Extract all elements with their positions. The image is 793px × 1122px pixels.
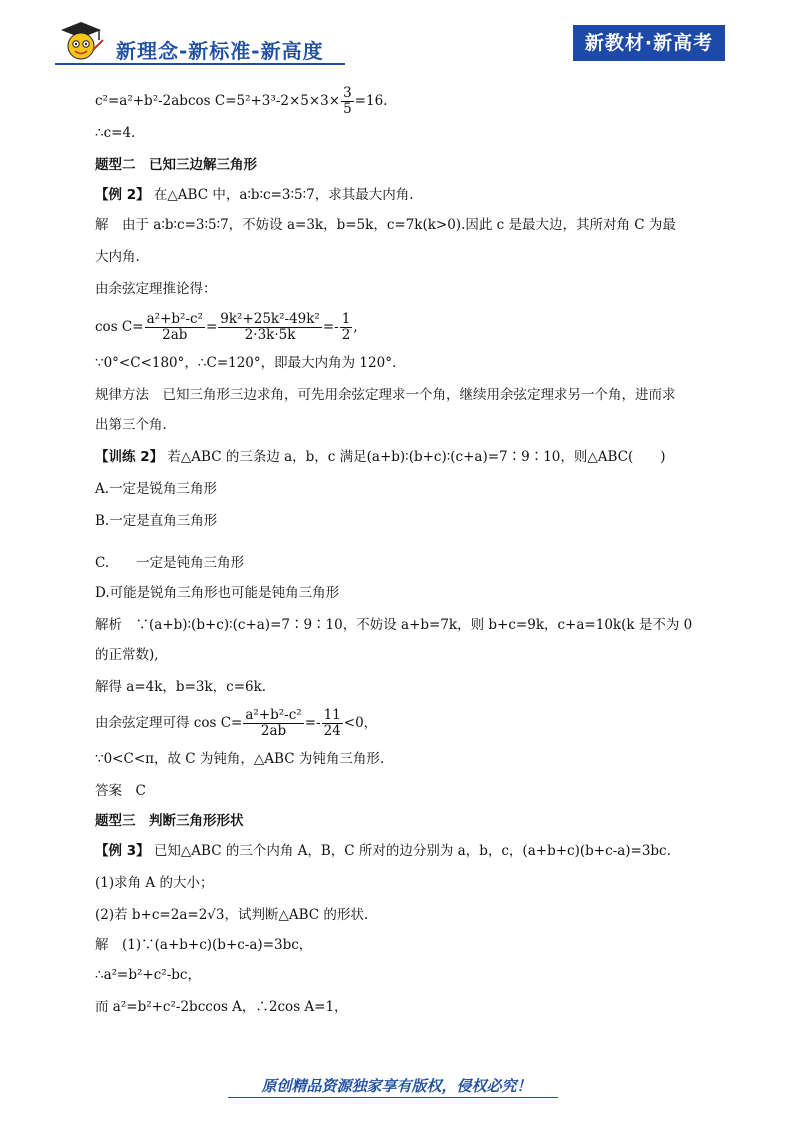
solution-2-line-2: 大内角. [95, 249, 140, 265]
equation-text: 由余弦定理可得 cos C= [95, 715, 243, 731]
equation-text: cos C= [95, 319, 144, 335]
option-a: A.一定是锐角三角形 [95, 481, 218, 497]
footer-copyright: 原创精品资源独家享有版权，侵权必究！ [261, 1077, 532, 1095]
fraction: $\frac{\text{a²+b²-c²}}{2ab}$ [245, 707, 302, 739]
fraction: $\frac{\text{a²+b²-c²}}{2ab}$ [146, 311, 203, 343]
fraction-three-fifths: $\frac{3}{5}$ [343, 85, 352, 117]
question-1: (1)求角 A 的大小； [95, 875, 214, 891]
solution-2-line-1: 解 由于 a∶b∶c=3∶5∶7，不妨设 a=3k，b=5k，c=7k(k>0).因此 c 是最大边，其所对角 C 为最 [95, 217, 676, 233]
equation-line-c-squared [95, 86, 387, 117]
fraction: $\frac{1}{2}$ [341, 311, 351, 343]
fraction: $\frac{\text{9k²+25k²-49k²}}{2\cdot 3k\cdot 5k}$ [220, 311, 320, 343]
equation-text: =16. [354, 93, 388, 109]
solution-2-conclusion: ∵0°<C<180°，∴C=120°，即最大内角为 120°. [95, 355, 397, 371]
example-label: 【例 3】 [95, 843, 150, 859]
analysis-line-1: 解析 ∵(a+b)∶(b+c)∶(c+a)=7∶9∶10，不妨设 a+b=7k，则 b+c=9k，c+a=10k(k 是不为 0 [95, 617, 693, 633]
header-badge: 新教材·新高考 [573, 25, 725, 61]
example-label: 【例 2】 [95, 187, 150, 203]
option-b: B.一定是直角三角形 [95, 513, 218, 529]
equation-text: =- [304, 715, 321, 731]
example-2 [95, 186, 414, 204]
header-divider [55, 63, 345, 65]
solution-3-line-3: 而 a²=b²+c²-2bccos A，∴2cos A=1， [95, 999, 348, 1015]
cosine-formula-2 [95, 708, 377, 739]
training-label: 【训练 2】 [95, 449, 164, 465]
analysis-conclusion: ∵0<C<π，故 C 为钝角，△ABC 为钝角三角形. [95, 751, 385, 767]
cosine-formula-1 [95, 312, 358, 343]
page-header [0, 0, 793, 70]
method-note-line-1: 规律方法 已知三角形三边求角，可先用余弦定理求一个角，继续用余弦定理求另一个角，进而求 [95, 387, 676, 403]
example-3 [95, 842, 671, 860]
equation-text: <0， [343, 715, 378, 731]
analysis-line-3: 解得 a=4k，b=3k，c=6k. [95, 679, 267, 695]
training-text: 若△ABC 的三条边 a，b，c 满足(a+b)∶(b+c)∶(c+a)=7∶9∶10，则△ABC( ) [167, 449, 666, 465]
solution-3-line-1: 解 (1)∵(a+b+c)(b+c-a)=3bc， [95, 937, 313, 953]
equation-text: =- [322, 319, 339, 335]
training-2 [95, 448, 666, 466]
option-c: C. 一定是钝角三角形 [95, 555, 245, 571]
header-slogan: 新理念-新标准-新高度 [116, 39, 324, 63]
section-title-type-three: 题型三 判断三角形形状 [95, 813, 244, 829]
solution-3-line-2: ∴a²=b²+c²-bc， [95, 967, 201, 983]
example-text: 在△ABC 中，a∶b∶c=3∶5∶7，求其最大内角. [153, 187, 414, 203]
mascot-logo-icon [55, 20, 107, 64]
question-2: (2)若 b+c=2a=2√3，试判断△ABC 的形状. [95, 907, 369, 923]
equation-text: , [353, 319, 358, 335]
option-d: D.可能是锐角三角形也可能是钝角三角形 [95, 585, 340, 601]
result-c-equals-4: ∴c=4. [95, 125, 136, 141]
section-title-type-two: 题型二 已知三边解三角形 [95, 157, 257, 173]
equation-text: c²=a²+b²-2abcos C=5²+3³-2×5×3× [95, 93, 341, 109]
analysis-line-2: 的正常数), [95, 647, 159, 663]
answer-line: 答案 C [95, 783, 146, 799]
example-text: 已知△ABC 的三个内角 A，B，C 所对的边分别为 a，b，c，(a+b+c)(b+c-a)=3bc. [153, 843, 671, 859]
equation-text: = [205, 319, 218, 335]
footer-underline [228, 1097, 558, 1098]
fraction: $\frac{11}{24}$ [323, 707, 341, 739]
solution-2-line-3: 由余弦定理推论得： [95, 281, 217, 297]
method-note-line-2: 出第三个角. [95, 417, 167, 433]
